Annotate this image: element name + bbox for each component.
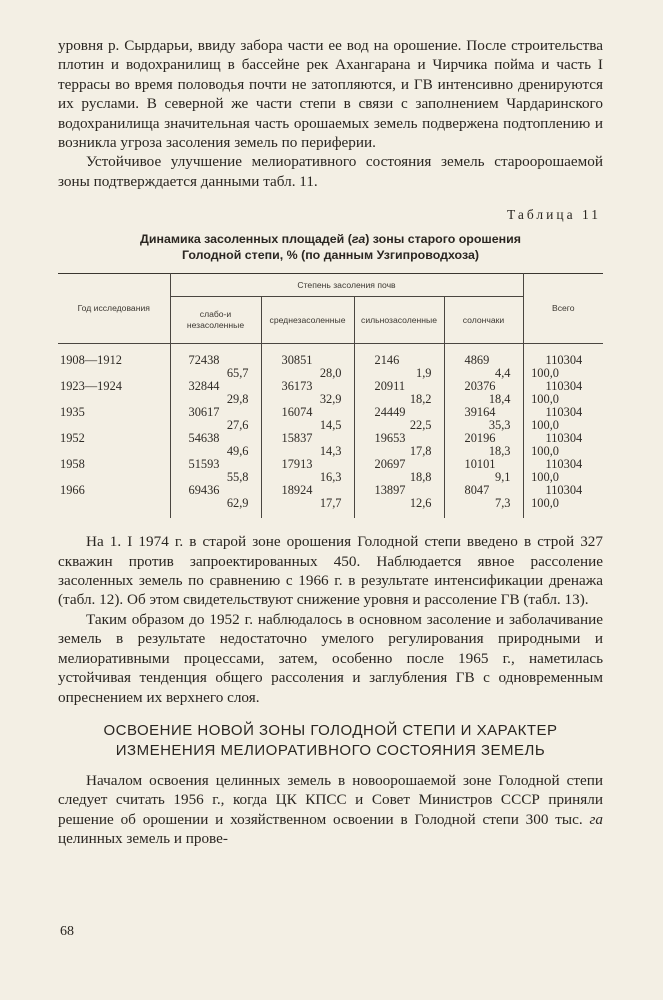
percent-cell: 18,8 bbox=[409, 470, 432, 485]
year-cell: 1908—1912 bbox=[58, 344, 170, 381]
table-row bbox=[58, 432, 603, 458]
percent-cell: 35,3 bbox=[488, 418, 511, 433]
percent-cell: 62,9 bbox=[226, 496, 249, 511]
total-percent-cell: 100,0 bbox=[531, 392, 559, 407]
total-percent-cell: 100,0 bbox=[531, 470, 559, 485]
percent-cell: 55,8 bbox=[226, 470, 249, 485]
header-solonchak: солончаки bbox=[444, 297, 523, 344]
header-strong: сильнозасоленные bbox=[354, 297, 444, 344]
paragraph-1: уровня р. Сырдарьи, ввиду забора части ее вод на орошение. После строительства плотин и водохранилищ в бассейне рек Ахангарана и Чирчика пойма и часть I террасы во время половодья почти не затопляются, и ГВ интенсивно дренируются их руслами. В северной же части степи в связи с заполнением Чардаринского водохранилища значительная часть орошаемых земель подвержена подтоплению и возникла угроза засоления земель по периферии. bbox=[58, 37, 603, 152]
paragraph-4: Таким образом до 1952 г. наблюдалось в основном засоление и заболачивание земель в результате недостаточно умелого регулирования природными и мелиоративными процессами, затем, особенно после 1965 г., наметилась устойчивая тенденция общего рассоления и заглубления ГВ с одновременным опреснением их верхнего слоя. bbox=[58, 610, 603, 706]
table-row bbox=[58, 458, 603, 484]
total-cell: 110304 bbox=[545, 457, 583, 472]
value-cell: 2146 bbox=[374, 353, 400, 368]
year-cell: 1923—1924 bbox=[58, 380, 170, 406]
value-cell: 36173 bbox=[281, 379, 313, 394]
total-percent-cell: 100,0 bbox=[531, 418, 559, 433]
value-cell: 19653 bbox=[374, 431, 406, 446]
total-percent-cell: 100,0 bbox=[531, 444, 559, 459]
header-salinity-degree: Степень засоления почв bbox=[170, 274, 523, 297]
percent-cell: 27,6 bbox=[226, 418, 249, 433]
percent-cell: 29,8 bbox=[226, 392, 249, 407]
page-content bbox=[58, 36, 603, 849]
percent-cell: 14,3 bbox=[319, 444, 342, 459]
percent-cell: 65,7 bbox=[226, 366, 249, 381]
percent-cell: 22,5 bbox=[409, 418, 432, 433]
year-cell: 1952 bbox=[58, 432, 170, 458]
value-cell: 24449 bbox=[374, 405, 406, 420]
value-cell: 20196 bbox=[464, 431, 496, 446]
header-total: Всего bbox=[523, 274, 603, 344]
value-cell: 4869 bbox=[464, 353, 490, 368]
percent-cell: 1,9 bbox=[416, 366, 432, 381]
value-cell: 20376 bbox=[464, 379, 496, 394]
percent-cell: 17,7 bbox=[319, 496, 342, 511]
year-cell: 1958 bbox=[58, 458, 170, 484]
percent-cell: 12,6 bbox=[409, 496, 432, 511]
value-cell: 18924 bbox=[281, 483, 313, 498]
value-cell: 32844 bbox=[188, 379, 220, 394]
table-caption: Таблица 11 bbox=[507, 207, 601, 223]
value-cell: 13897 bbox=[374, 483, 406, 498]
percent-cell: 14,5 bbox=[319, 418, 342, 433]
percent-cell: 18,4 bbox=[488, 392, 511, 407]
table-row bbox=[58, 380, 603, 406]
percent-cell: 17,8 bbox=[409, 444, 432, 459]
total-cell: 110304 bbox=[545, 431, 583, 446]
percent-cell: 7,3 bbox=[495, 496, 511, 511]
percent-cell: 32,9 bbox=[319, 392, 342, 407]
table-row bbox=[58, 344, 603, 381]
value-cell: 16074 bbox=[281, 405, 313, 420]
header-year: Год исследования bbox=[58, 274, 170, 344]
percent-cell: 16,3 bbox=[319, 470, 342, 485]
percent-cell: 9,1 bbox=[495, 470, 511, 485]
percent-cell: 49,6 bbox=[226, 444, 249, 459]
total-cell: 110304 bbox=[545, 483, 583, 498]
value-cell: 69436 bbox=[188, 483, 220, 498]
value-cell: 8047 bbox=[464, 483, 490, 498]
paragraph-2: Устойчивое улучшение мелиоративного состояния земель староорошаемой зоны подтверждается данными табл. 11. bbox=[58, 153, 603, 190]
total-percent-cell: 100,0 bbox=[531, 366, 559, 381]
table-row bbox=[58, 406, 603, 432]
total-cell: 110304 bbox=[545, 405, 583, 420]
value-cell: 51593 bbox=[188, 457, 220, 472]
paragraph-3: На 1. I 1974 г. в старой зоне орошения Голодной степи введено в строй 327 скважин против запроектированных 450. Наблюдается явное рассоление засоленных земель по сравнению с 1966 г. в результате интенсификации дренажа (табл. 12). Об этом свидетельствуют снижение уровня и рассоление ГВ (табл. 13). bbox=[58, 533, 603, 609]
salinity-table bbox=[58, 273, 603, 518]
header-weak: слабо-и незасоленные bbox=[170, 297, 261, 344]
total-cell: 110304 bbox=[545, 353, 583, 368]
paragraph-5: Началом освоения целинных земель в новоорошаемой зоне Голодной степи следует считать 1956 г., когда ЦК КПСС и Совет Министров СССР приняли решение об орошении и хозяйственном освоении в Голодной степи 300 тыс. га целинных земель и прове- bbox=[58, 771, 603, 848]
value-cell: 30617 bbox=[188, 405, 220, 420]
table-title: Динамика засоленных площадей (га) зоны старого орошения Голодной степи, % (по данным Узгипроводхоза) bbox=[140, 232, 521, 263]
total-percent-cell: 100,0 bbox=[531, 496, 559, 511]
year-cell: 1966 bbox=[58, 484, 170, 518]
value-cell: 30851 bbox=[281, 353, 313, 368]
total-cell: 110304 bbox=[545, 379, 583, 394]
percent-cell: 18,2 bbox=[409, 392, 432, 407]
percent-cell: 4,4 bbox=[495, 366, 511, 381]
percent-cell: 18,3 bbox=[488, 444, 511, 459]
section-heading: ОСВОЕНИЕ НОВОЙ ЗОНЫ ГОЛОДНОЙ СТЕПИ И ХАРАКТЕР ИЗМЕНЕНИЯ МЕЛИОРАТИВНОГО СОСТОЯНИЯ ЗЕМЕЛЬ bbox=[103, 721, 558, 759]
percent-cell: 28,0 bbox=[319, 366, 342, 381]
table-row bbox=[58, 484, 603, 518]
year-cell: 1935 bbox=[58, 406, 170, 432]
value-cell: 17913 bbox=[281, 457, 313, 472]
value-cell: 20697 bbox=[374, 457, 406, 472]
value-cell: 72438 bbox=[188, 353, 220, 368]
value-cell: 20911 bbox=[374, 379, 406, 394]
value-cell: 10101 bbox=[464, 457, 496, 472]
page-number: 68 bbox=[60, 924, 74, 939]
value-cell: 15837 bbox=[281, 431, 313, 446]
value-cell: 54638 bbox=[188, 431, 220, 446]
value-cell: 39164 bbox=[464, 405, 496, 420]
header-medium: среднезасоленные bbox=[261, 297, 354, 344]
